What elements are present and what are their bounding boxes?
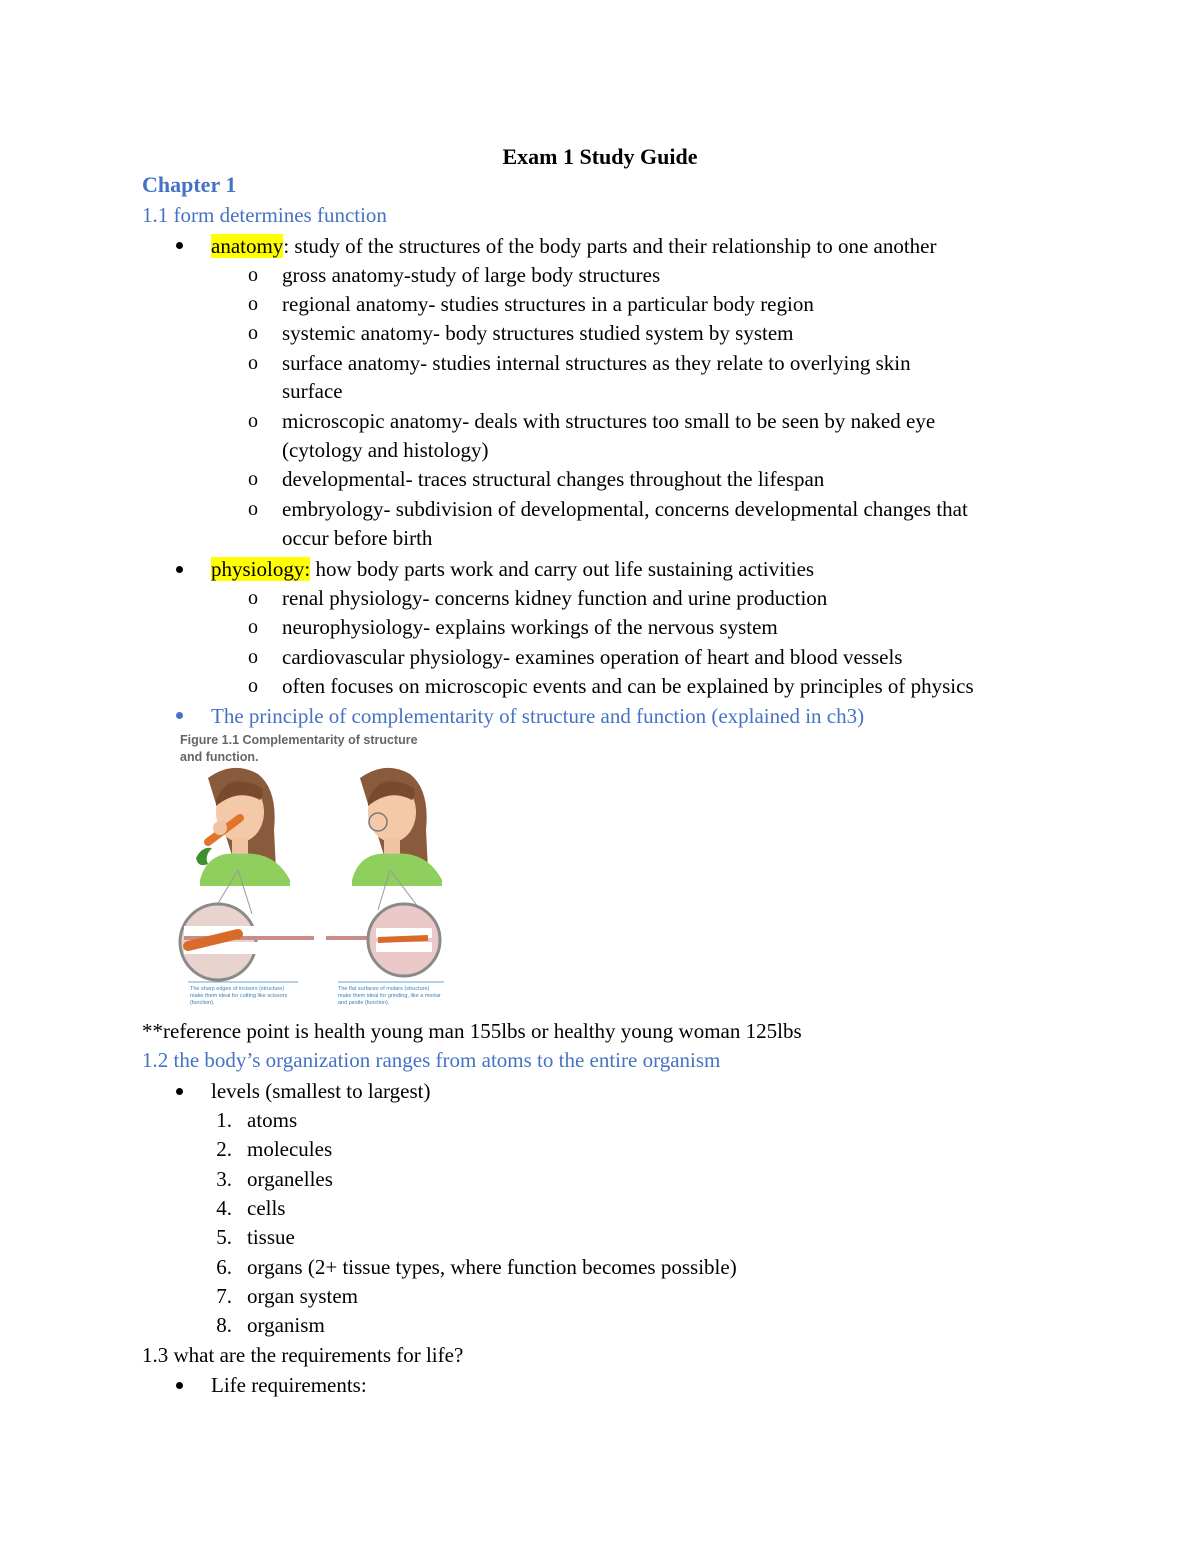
bullet-icon [176, 242, 183, 249]
anatomy-item-continued: occur before birth [282, 526, 433, 550]
woman-chewing-illustration [352, 768, 442, 886]
level-item: organism [247, 1313, 325, 1337]
section-heading-1-2: 1.2 the body’s organization ranges from atoms to the entire organism [142, 1048, 721, 1072]
physiology-item: often focuses on microscopic events and can be explained by principles of physics [282, 674, 974, 698]
anatomy-item: gross anatomy-study of large body structures [282, 263, 661, 287]
complementarity-figure [178, 730, 448, 1010]
circle-bullet-icon: o [248, 293, 258, 315]
circle-bullet-icon: o [248, 352, 258, 374]
figure-note-molars: The flat surfaces of molars (structure) make them ideal for grinding, like a mortar and pestle (function). [338, 986, 441, 1006]
levels-label: levels (smallest to largest) [211, 1079, 431, 1103]
list-number: 2. [216, 1137, 232, 1161]
woman-eating-carrot-illustration [196, 768, 290, 886]
page-title: Exam 1 Study Guide [502, 144, 698, 169]
circle-bullet-icon: o [248, 468, 258, 490]
level-item: organelles [247, 1167, 333, 1191]
anatomy-item: surface anatomy- studies internal structures as they relate to overlying skin [282, 351, 911, 375]
section-heading-1-1: 1.1 form determines function [142, 203, 387, 227]
complementarity-bullet: The principle of complementarity of structure and function (explained in ch3) [211, 704, 865, 728]
level-item: cells [247, 1196, 286, 1220]
circle-bullet-icon: o [248, 410, 258, 432]
list-number: 7. [216, 1284, 232, 1308]
circle-bullet-icon: o [248, 264, 258, 286]
level-item: molecules [247, 1137, 333, 1161]
anatomy-item: regional anatomy- studies structures in a particular body region [282, 292, 814, 316]
bullet-icon [176, 1088, 183, 1095]
list-number: 3. [216, 1167, 232, 1191]
list-number: 1. [216, 1108, 232, 1132]
physiology-item: renal physiology- concerns kidney function and urine production [282, 586, 828, 610]
level-item: organs (2+ tissue types, where function becomes possible) [247, 1255, 737, 1279]
figure-note-incisors: The sharp edges of incisors (structure) make them ideal for cutting like scissors (function). [190, 986, 288, 1006]
anatomy-item: systemic anatomy- body structures studied system by system [282, 321, 794, 345]
physiology-definition: how body parts work and carry out life sustaining activities [310, 557, 815, 581]
chapter-heading: Chapter 1 [142, 172, 237, 197]
life-requirements-label: Life requirements: [211, 1373, 367, 1397]
level-item: organ system [247, 1284, 359, 1308]
circle-bullet-icon: o [248, 616, 258, 638]
list-number: 5. [216, 1225, 232, 1249]
list-number: 4. [216, 1196, 232, 1220]
figure-caption: Figure 1.1 Complementarity of structure and function. [180, 733, 418, 764]
anatomy-bullet [211, 233, 937, 259]
anatomy-definition: : study of the structures of the body parts and their relationship to one another [283, 234, 937, 258]
anatomy-item-continued: surface [282, 379, 343, 403]
anatomy-term: anatomy [211, 234, 284, 258]
physiology-term: physiology: [211, 557, 311, 581]
reference-point-note: **reference point is health young man 155lbs or healthy young woman 125lbs [142, 1019, 802, 1043]
circle-bullet-icon: o [248, 322, 258, 344]
bullet-icon [176, 1382, 183, 1389]
anatomy-item: embryology- subdivision of developmental, concerns developmental changes that [282, 497, 968, 521]
bullet-icon [176, 712, 183, 719]
circle-bullet-icon: o [248, 498, 258, 520]
bullet-icon [176, 566, 183, 573]
circle-bullet-icon: o [248, 587, 258, 609]
anatomy-item: microscopic anatomy- deals with structures too small to be seen by naked eye [282, 409, 936, 433]
level-item: atoms [247, 1108, 298, 1132]
anatomy-item-continued: (cytology and histology) [282, 438, 489, 462]
physiology-bullet [211, 556, 814, 582]
section-heading-1-3: 1.3 what are the requirements for life? [142, 1343, 464, 1367]
anatomy-item: developmental- traces structural changes throughout the lifespan [282, 467, 825, 491]
list-number: 6. [216, 1255, 232, 1279]
incisors-magnified-illustration [180, 870, 314, 980]
circle-bullet-icon: o [248, 675, 258, 697]
level-item: tissue [247, 1225, 295, 1249]
physiology-item: neurophysiology- explains workings of the nervous system [282, 615, 778, 639]
circle-bullet-icon: o [248, 646, 258, 668]
figure-illustration [178, 730, 448, 1010]
physiology-item: cardiovascular physiology- examines operation of heart and blood vessels [282, 645, 903, 669]
list-number: 8. [216, 1313, 232, 1337]
